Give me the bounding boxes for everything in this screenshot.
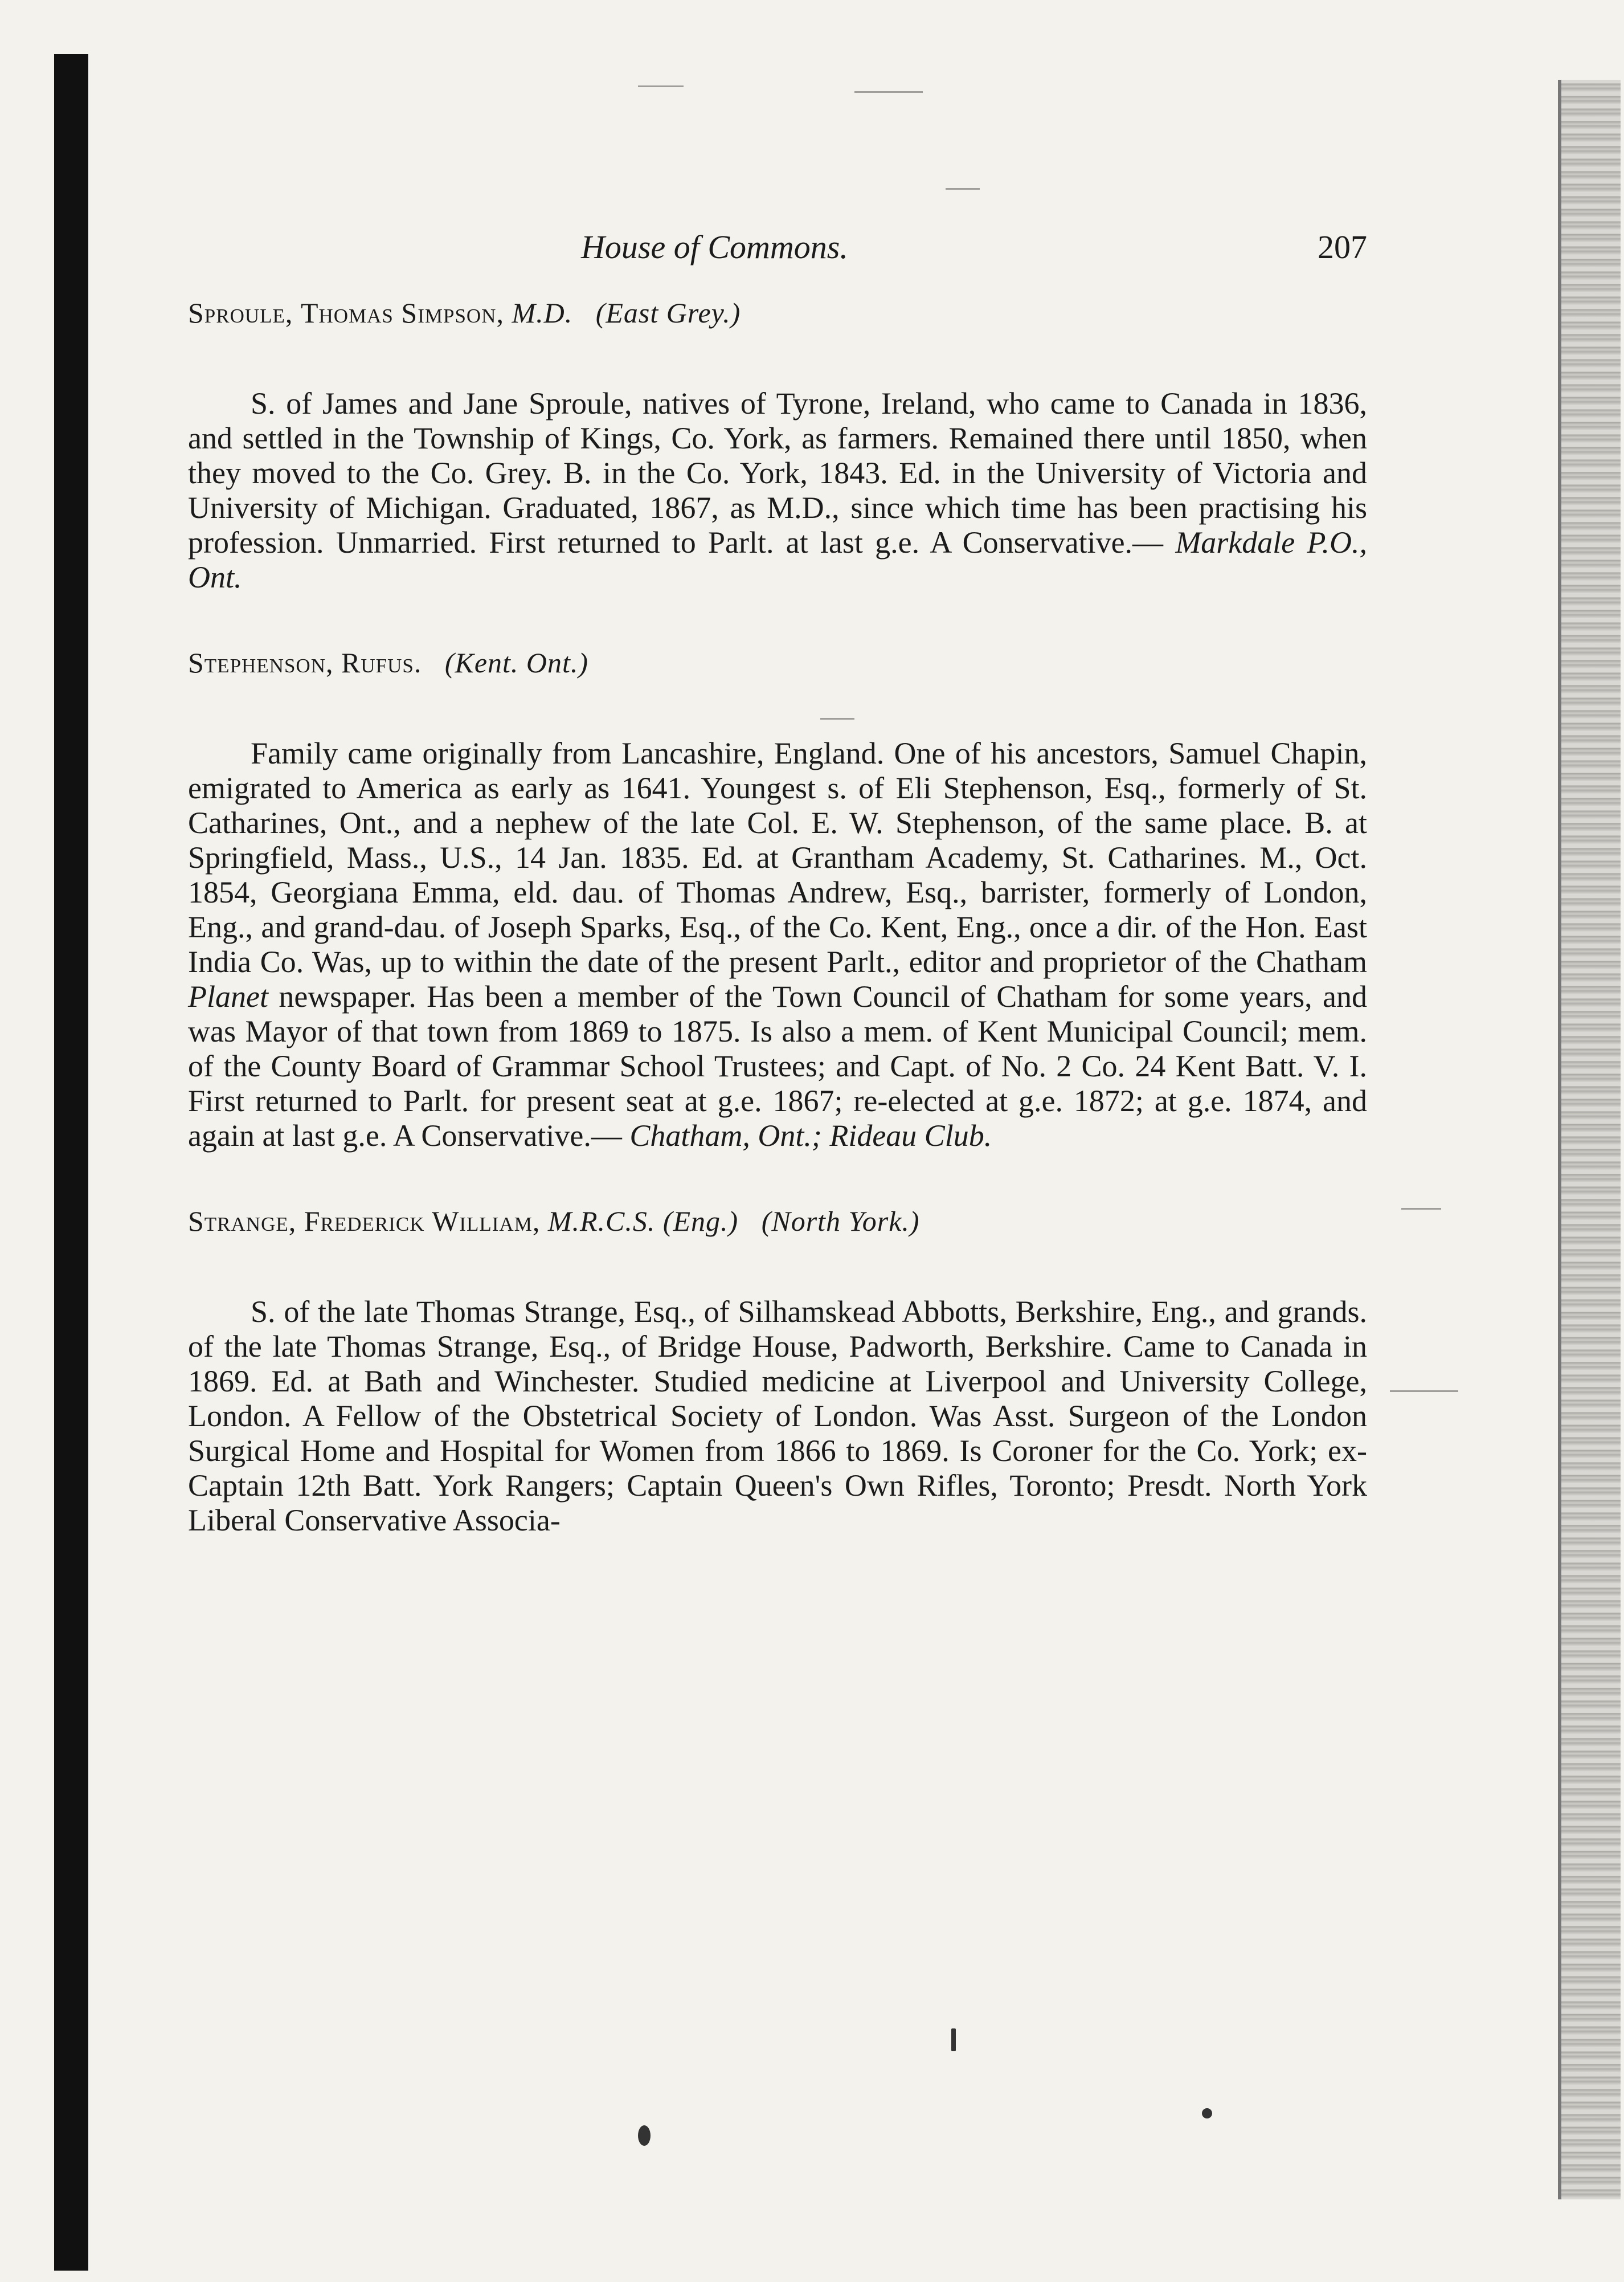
entry-heading-stephenson (188, 646, 1367, 679)
entry-text: S. of the late Thomas Strange, Esq., of Silhamskead Abbotts, Berkshire, Eng., and grands. of the late Thomas Strange, Esq., of Bridge House, Padworth, Berkshire. Came to Canada in 1869. Ed. at Bath and Winchester. Studied medicine at Liverpool and University College, London. A Fellow of the Obstetrical Society of London. Was Asst. Surgeon of the London Surgical Home and Hospital for Women from 1866 to 1869. Is Coroner for the Co. York; ex-Captain 12th Batt. York Rangers; Captain Queen's Own Rifles, Toronto; Presdt. North York Liberal Conservative Associa- (188, 1295, 1367, 1537)
scan-smudge (638, 85, 684, 87)
scan-smudge (1390, 1390, 1458, 1392)
entry-body-sproule (188, 386, 1367, 595)
entry-surname: Sproule, (188, 297, 293, 329)
entry-heading-strange (188, 1205, 1367, 1238)
scan-speck (638, 2125, 651, 2146)
running-title: House of Commons. (581, 228, 848, 266)
entry-body-strange (188, 1295, 1367, 1538)
entry-riding: (North York.) (761, 1205, 920, 1237)
entry-given-names: Thomas Simpson, (300, 297, 504, 329)
page-edge-line (1558, 80, 1561, 2199)
entry-text: S. of James and Jane Sproule, natives of Tyrone, Ireland, who came to Canada in 1836, and settled in the Township of Kings, Co. York, as farmers. Remained there until 1850, when they moved to the Co. Grey. B. in the Co. York, 1843. Ed. in the University of Victoria and University of Michigan. Graduated, 1867, as M.D., since which time has been practising his profession. Unmarried. First returned to Parlt. at last g.e. A Conservative.— (188, 386, 1367, 560)
entry-degree: M.R.C.S. (Eng.) (547, 1205, 739, 1237)
book-page (188, 217, 1367, 1538)
entry-degree: M.D. (512, 297, 573, 329)
entry-text-continued: newspaper. Has been a member of the Town Council of Chatham for some years, and was Mayor of that town from 1869 to 1875. Is also a mem. of Kent Municipal Council; mem. of the County Board of Grammar School Trustees; and Capt. of No. 2 Co. 24 Kent Batt. V. I. First returned to Parlt. for present seat at g.e. 1867; re-elected at g.e. 1872; at g.e. 1874, and again at last g.e. A Conservative.— (188, 979, 1367, 1153)
entry-riding: (East Grey.) (595, 297, 741, 329)
entry-text: Family came originally from Lancashire, England. One of his ancestors, Samuel Chapin, emigrated to America as early as 1641. Youngest s. of Eli Stephenson, Esq., formerly of St. Catharines, Ont., and a nephew of the late Col. E. W. Stephenson, of the same place. B. at Springfield, Mass., U.S., 14 Jan. 1835. Ed. at Grantham Academy, St. Catharines. M., Oct. 1854, Georgiana Emma, eld. dau. of Thomas Andrew, Esq., barrister, formerly of London, Eng., and grand-dau. of Joseph Sparks, Esq., of the Co. Kent, Eng., once a dir. of the Hon. East India Co. Was, up to within the date of the present Parlt., editor and proprietor of the Chatham (188, 736, 1367, 979)
scan-smudge (1401, 1208, 1441, 1210)
page-edge-shadow (1558, 80, 1621, 2199)
binding-shadow (54, 54, 88, 2271)
entry-riding: (Kent. Ont.) (444, 647, 589, 679)
entry-address: Markdale P.O., Ont. (188, 525, 1368, 594)
entry-surname: Strange, (188, 1205, 297, 1237)
entry-address: Chatham, Ont.; Rideau Club. (629, 1118, 992, 1153)
entry-body-stephenson (188, 736, 1367, 1153)
scan-smudge (854, 91, 923, 93)
scan-smudge (946, 188, 980, 190)
newspaper-title: Planet (188, 979, 268, 1014)
entry-surname: Stephenson, (188, 647, 334, 679)
page-number: 207 (1318, 228, 1367, 266)
scan-speck (1202, 2108, 1212, 2118)
entry-given-names: Rufus. (341, 647, 422, 679)
entry-heading-sproule (188, 296, 1367, 329)
entry-given-names: Frederick William, (304, 1205, 541, 1237)
scan-speck (951, 2028, 956, 2051)
running-head (188, 217, 1367, 279)
